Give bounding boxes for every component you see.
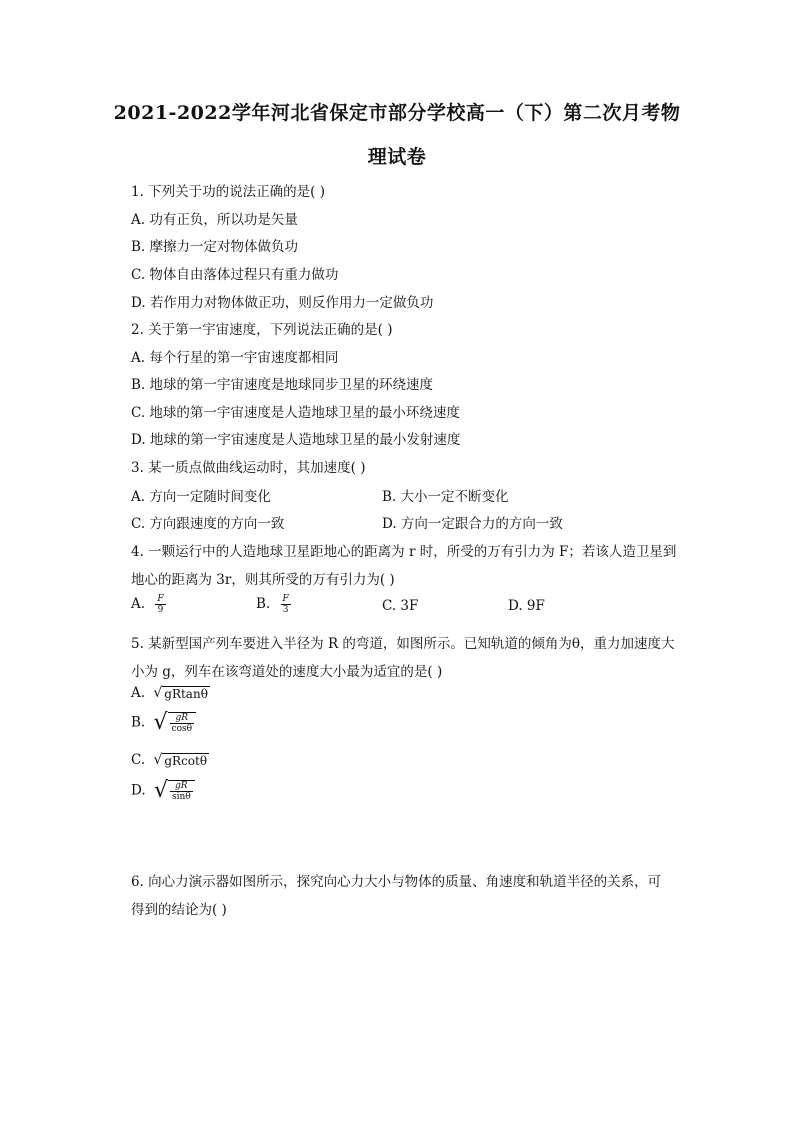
sqrt-expression [153, 686, 210, 701]
question-5-option-c [131, 752, 209, 768]
option-b-label: B. [131, 714, 146, 731]
question-5-stem-line-1: 5. 某新型国产列车要进入半径为 R 的弯道，如图所示。已知轨道的倾角为θ，重力加速度大 [131, 636, 675, 652]
option-a-label: A. [131, 596, 146, 612]
question-2-option-c: C. 地球的第一宇宙速度是人造地球卫星的最小环绕速度 [131, 405, 460, 421]
sqrt-sign: √ [153, 752, 163, 768]
fraction-gr-over-sin [170, 781, 193, 802]
question-3-option-a: A. 方向一定随时间变化 [131, 489, 271, 505]
radicand [168, 712, 197, 734]
option-a-label: A. [131, 685, 146, 701]
option-b-label: B. [256, 596, 271, 612]
question-1-option-b: B. 摩擦力一定对物体做负功 [131, 239, 299, 255]
fraction-numerator: gR [170, 713, 195, 724]
sqrt-expression [154, 780, 195, 802]
radicand [168, 780, 195, 802]
question-3-option-b: B. 大小一定不断变化 [382, 489, 509, 505]
question-5-option-d [131, 780, 195, 802]
question-2-option-a: A. 每个行星的第一宇宙速度都相同 [131, 350, 339, 366]
option-d-label: D. [131, 782, 146, 799]
option-c-label: C. [131, 752, 146, 768]
question-1-option-a: A. 功有正负，所以功是矢量 [131, 212, 298, 228]
question-1-stem: 1. 下列关于功的说法正确的是( ) [131, 184, 325, 200]
sqrt-sign: √ [153, 685, 163, 701]
radicand: gRcotθ [164, 754, 208, 768]
sqrt-expression [154, 712, 197, 734]
question-5-option-b [131, 712, 196, 734]
fraction-numerator: F [157, 594, 164, 604]
question-2-option-d: D. 地球的第一宇宙速度是人造地球卫星的最小发射速度 [131, 432, 461, 448]
fraction-denominator: 9 [157, 605, 164, 615]
sqrt-sign: √ [153, 710, 168, 735]
question-6-stem-line-2: 得到的结论为( ) [131, 902, 227, 918]
question-5-option-a [131, 685, 210, 701]
question-2-option-b: B. 地球的第一宇宙速度是地球同步卫星的环绕速度 [131, 377, 434, 393]
question-4-option-d: D. 9F [508, 598, 545, 614]
question-4-option-b [256, 594, 291, 615]
fraction-f-over-9 [155, 594, 165, 615]
fraction-denominator: 3 [282, 605, 289, 615]
sqrt-expression [153, 753, 209, 768]
question-3-option-d: D. 方向一定跟合力的方向一致 [382, 516, 563, 532]
question-4-option-c: C. 3F [382, 598, 419, 614]
question-1-option-d: D. 若作用力对物体做正功，则反作用力一定做负功 [131, 295, 434, 311]
question-4-stem-line-1: 4. 一颗运行中的人造地球卫星距地心的距离为 r 时，所受的万有引力为 F；若该人造卫星到 [131, 544, 677, 560]
sqrt-sign: √ [153, 778, 168, 803]
question-2-stem: 2. 关于第一宇宙速度，下列说法正确的是( ) [131, 322, 393, 338]
question-1-option-c: C. 物体自由落体过程只有重力做功 [131, 267, 339, 283]
fraction-denominator: cosθ [171, 724, 193, 734]
question-3-option-c: C. 方向跟速度的方向一致 [131, 516, 285, 532]
question-5-stem-line-2: 小为 g，列车在该弯道处的速度大小最为适宜的是( ) [131, 664, 443, 680]
question-6-stem-line-1: 6. 向心力演示器如图所示，探究向心力大小与物体的质量、角速度和轨道半径的关系，可 [131, 874, 662, 890]
question-4-option-a [131, 594, 166, 615]
question-4-stem-line-2: 地心的距离为 3r，则其所受的万有引力为( ) [131, 572, 395, 588]
fraction-numerator: gR [170, 781, 193, 792]
exam-title-line-2: 理试卷 [367, 146, 427, 168]
fraction-denominator: sinθ [171, 792, 191, 802]
radicand: gRtanθ [164, 687, 208, 701]
exam-title-line-1: 2021-2022学年河北省保定市部分学校高一（下）第二次月考物 [113, 102, 681, 124]
fraction-numerator: F [282, 594, 289, 604]
fraction-gr-over-cos [170, 713, 195, 734]
fraction-f-over-3 [281, 594, 291, 615]
question-3-stem: 3. 某一质点做曲线运动时，其加速度( ) [131, 460, 366, 476]
